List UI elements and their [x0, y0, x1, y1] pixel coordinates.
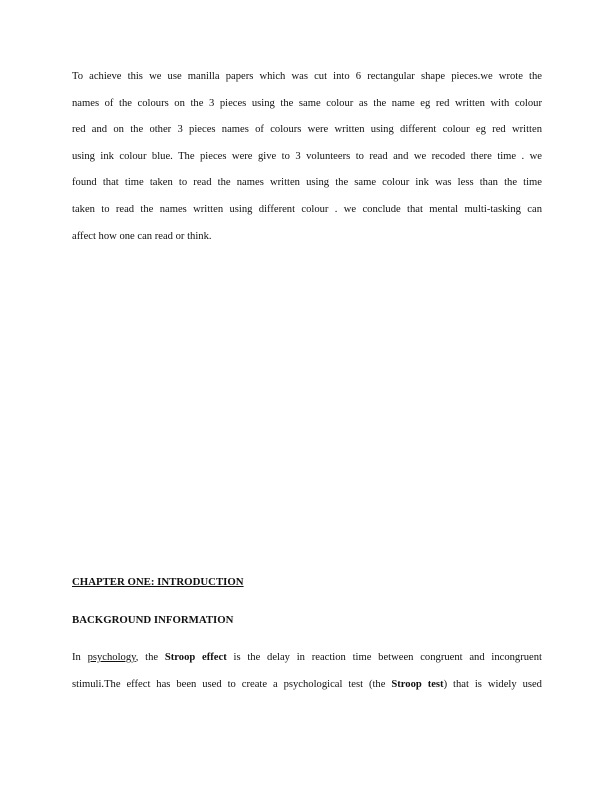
- text-line: [72, 672, 542, 699]
- text-line: [72, 645, 542, 672]
- text-run: is the delay in reaction time between congruent and incongruent: [226, 652, 542, 663]
- text-line: using ink colour blue. The pieces were give to 3 volunteers to read and we recoded there time . we: [72, 150, 542, 162]
- stroop-test-term: Stroop test: [391, 678, 444, 690]
- text-run: , the: [135, 652, 165, 663]
- text-line: affect how one can read or think.: [72, 230, 212, 242]
- section-heading: BACKGROUND INFORMATION: [72, 614, 234, 626]
- text-line: taken to read the names written using different colour . we conclude that mental multi-tasking can: [72, 203, 542, 215]
- text-line: names of the colours on the 3 pieces using the same colour as the name eg red written with colour: [72, 97, 542, 109]
- psychology-link[interactable]: psychology: [87, 652, 136, 663]
- background-paragraph: [72, 645, 542, 698]
- text-line: To achieve this we use manilla papers which was cut into 6 rectangular shape pieces.we wrote the: [72, 71, 542, 82]
- text-run: stimuli.The effect has been used to create a psychological test (the: [72, 678, 392, 690]
- chapter-heading: CHAPTER ONE: INTRODUCTION: [72, 576, 244, 588]
- intro-paragraph: [72, 64, 542, 250]
- text-run: In: [72, 652, 88, 663]
- text-run: ) that is widely used: [443, 678, 542, 690]
- stroop-effect-term: Stroop effect: [164, 652, 227, 663]
- text-line: found that time taken to read the names written using the same colour ink was less than the time: [72, 177, 542, 189]
- text-line: red and on the other 3 pieces names of colours were written using different colour eg red written: [72, 124, 542, 136]
